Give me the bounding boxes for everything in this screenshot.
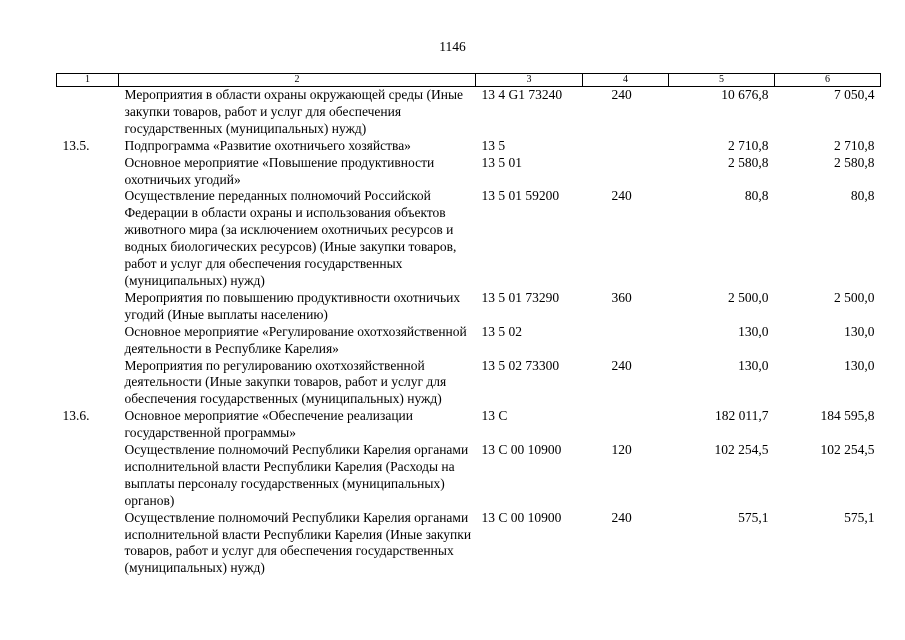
table-row bbox=[57, 188, 881, 289]
row-name: Мероприятия в области охраны окружающей среды (Иные закупки товаров, работ и услуг для обеспечения государственных (муниципальных) нужд) bbox=[124, 87, 464, 136]
row-amount-5: 2 710,8 bbox=[728, 137, 769, 153]
row-amount-5: 80,8 bbox=[744, 188, 769, 204]
table-row bbox=[57, 358, 881, 409]
row-expense-type bbox=[583, 408, 669, 442]
row-name: Основное мероприятие «Обеспечение реализации государственной программы» bbox=[124, 408, 413, 441]
row-code: 13 4 G1 73240 bbox=[481, 87, 563, 102]
row-amount-6: 2 500,0 bbox=[834, 289, 875, 305]
row-expense-type bbox=[583, 324, 669, 358]
row-name: Основное мероприятие «Регулирование охотхозяйственной деятельности в Республике Карелия» bbox=[124, 323, 467, 356]
row-number bbox=[57, 87, 119, 138]
row-amount-5: 10 676,8 bbox=[721, 87, 769, 102]
row-amount-6: 184 595,8 bbox=[820, 408, 875, 424]
row-code: 13 5 bbox=[481, 137, 506, 153]
column-number-5: 5 bbox=[669, 74, 775, 87]
column-number-4: 4 bbox=[583, 74, 669, 87]
row-expense-type: 240 bbox=[611, 87, 632, 102]
row-amount-5: 182 011,7 bbox=[715, 408, 769, 424]
row-expense-type: 240 bbox=[611, 509, 632, 525]
row-amount-6: 2 710,8 bbox=[834, 137, 875, 153]
row-amount-5: 130,0 bbox=[738, 357, 769, 373]
row-number bbox=[57, 442, 119, 510]
row-number: 13.5. bbox=[62, 137, 90, 153]
column-number-row bbox=[57, 74, 881, 87]
table-row bbox=[57, 442, 881, 510]
table-row bbox=[57, 155, 881, 189]
row-number: 13.6. bbox=[62, 408, 90, 424]
table-row bbox=[57, 290, 881, 324]
row-amount-5: 130,0 bbox=[738, 323, 769, 339]
row-expense-type bbox=[583, 155, 669, 189]
row-code: 13 5 01 73290 bbox=[481, 289, 560, 305]
row-number bbox=[57, 290, 119, 324]
row-amount-6: 2 580,8 bbox=[834, 154, 875, 170]
table-row bbox=[57, 408, 881, 442]
row-code: 13 C bbox=[481, 408, 508, 424]
page-number: 1146 bbox=[439, 39, 466, 54]
row-expense-type: 240 bbox=[611, 188, 632, 204]
row-amount-6: 80,8 bbox=[850, 188, 875, 204]
row-name: Мероприятия по регулированию охотхозяйственной деятельности (Иные закупки товаров, работ и услуг для обеспечения государственных (муниципальных) нужд) bbox=[124, 357, 447, 407]
row-name: Основное мероприятие «Повышение продуктивности охотничьих угодий» bbox=[124, 154, 435, 187]
row-number bbox=[57, 324, 119, 358]
column-number-6: 6 bbox=[775, 74, 881, 87]
budget-table bbox=[56, 73, 881, 577]
row-amount-5: 102 254,5 bbox=[714, 442, 769, 458]
row-name: Осуществление переданных полномочий Российской Федерации в области охраны и использования объектов животного мира (за исключением охотничьих ресурсов и водных биологических ресурсов) (Иные закупки товаров, работ и услуг для обеспечения государственных (муниципальных) нужд) bbox=[124, 188, 457, 288]
row-number bbox=[57, 510, 119, 578]
row-amount-6: 575,1 bbox=[844, 509, 875, 525]
row-expense-type: 120 bbox=[611, 442, 632, 458]
row-amount-6: 7 050,4 bbox=[834, 87, 875, 102]
row-code: 13 5 02 bbox=[481, 323, 522, 339]
row-expense-type bbox=[583, 138, 669, 155]
row-number bbox=[57, 358, 119, 409]
row-number bbox=[57, 188, 119, 289]
row-expense-type: 360 bbox=[611, 289, 632, 305]
row-amount-6: 130,0 bbox=[844, 323, 875, 339]
row-code: 13 5 02 73300 bbox=[481, 357, 560, 373]
column-number-1: 1 bbox=[57, 74, 119, 87]
row-amount-5: 575,1 bbox=[738, 509, 769, 525]
row-number bbox=[57, 155, 119, 189]
row-amount-6: 102 254,5 bbox=[820, 442, 875, 458]
row-name: Мероприятия по повышению продуктивности охотничьих угодий (Иные выплаты населению) bbox=[124, 289, 461, 322]
column-number-3: 3 bbox=[476, 74, 583, 87]
row-amount-6: 130,0 bbox=[844, 357, 875, 373]
row-code: 13 C 00 10900 bbox=[481, 509, 562, 525]
table-row bbox=[57, 324, 881, 358]
row-amount-5: 2 580,8 bbox=[728, 154, 769, 170]
row-code: 13 C 00 10900 bbox=[481, 442, 562, 458]
row-name: Осуществление полномочий Республики Карелия органами исполнительной власти Республики Карелия (Расходы на выплаты персоналу государственных (муниципальных) органов) bbox=[124, 442, 469, 508]
row-name: Осуществление полномочий Республики Карелия органами исполнительной власти Республики Карелия (Иные закупки товаров, работ и услуг для обеспечения государственных (муниципальных) нужд) bbox=[124, 509, 472, 576]
row-code: 13 5 01 bbox=[481, 154, 522, 170]
row-amount-5: 2 500,0 bbox=[728, 289, 769, 305]
table-row bbox=[57, 87, 881, 138]
row-expense-type: 240 bbox=[611, 357, 632, 373]
table-row bbox=[57, 138, 881, 155]
column-number-2: 2 bbox=[119, 74, 476, 87]
row-name: Подпрограмма «Развитие охотничьего хозяйства» bbox=[124, 137, 411, 153]
row-code: 13 5 01 59200 bbox=[481, 188, 560, 204]
table-row bbox=[57, 510, 881, 578]
